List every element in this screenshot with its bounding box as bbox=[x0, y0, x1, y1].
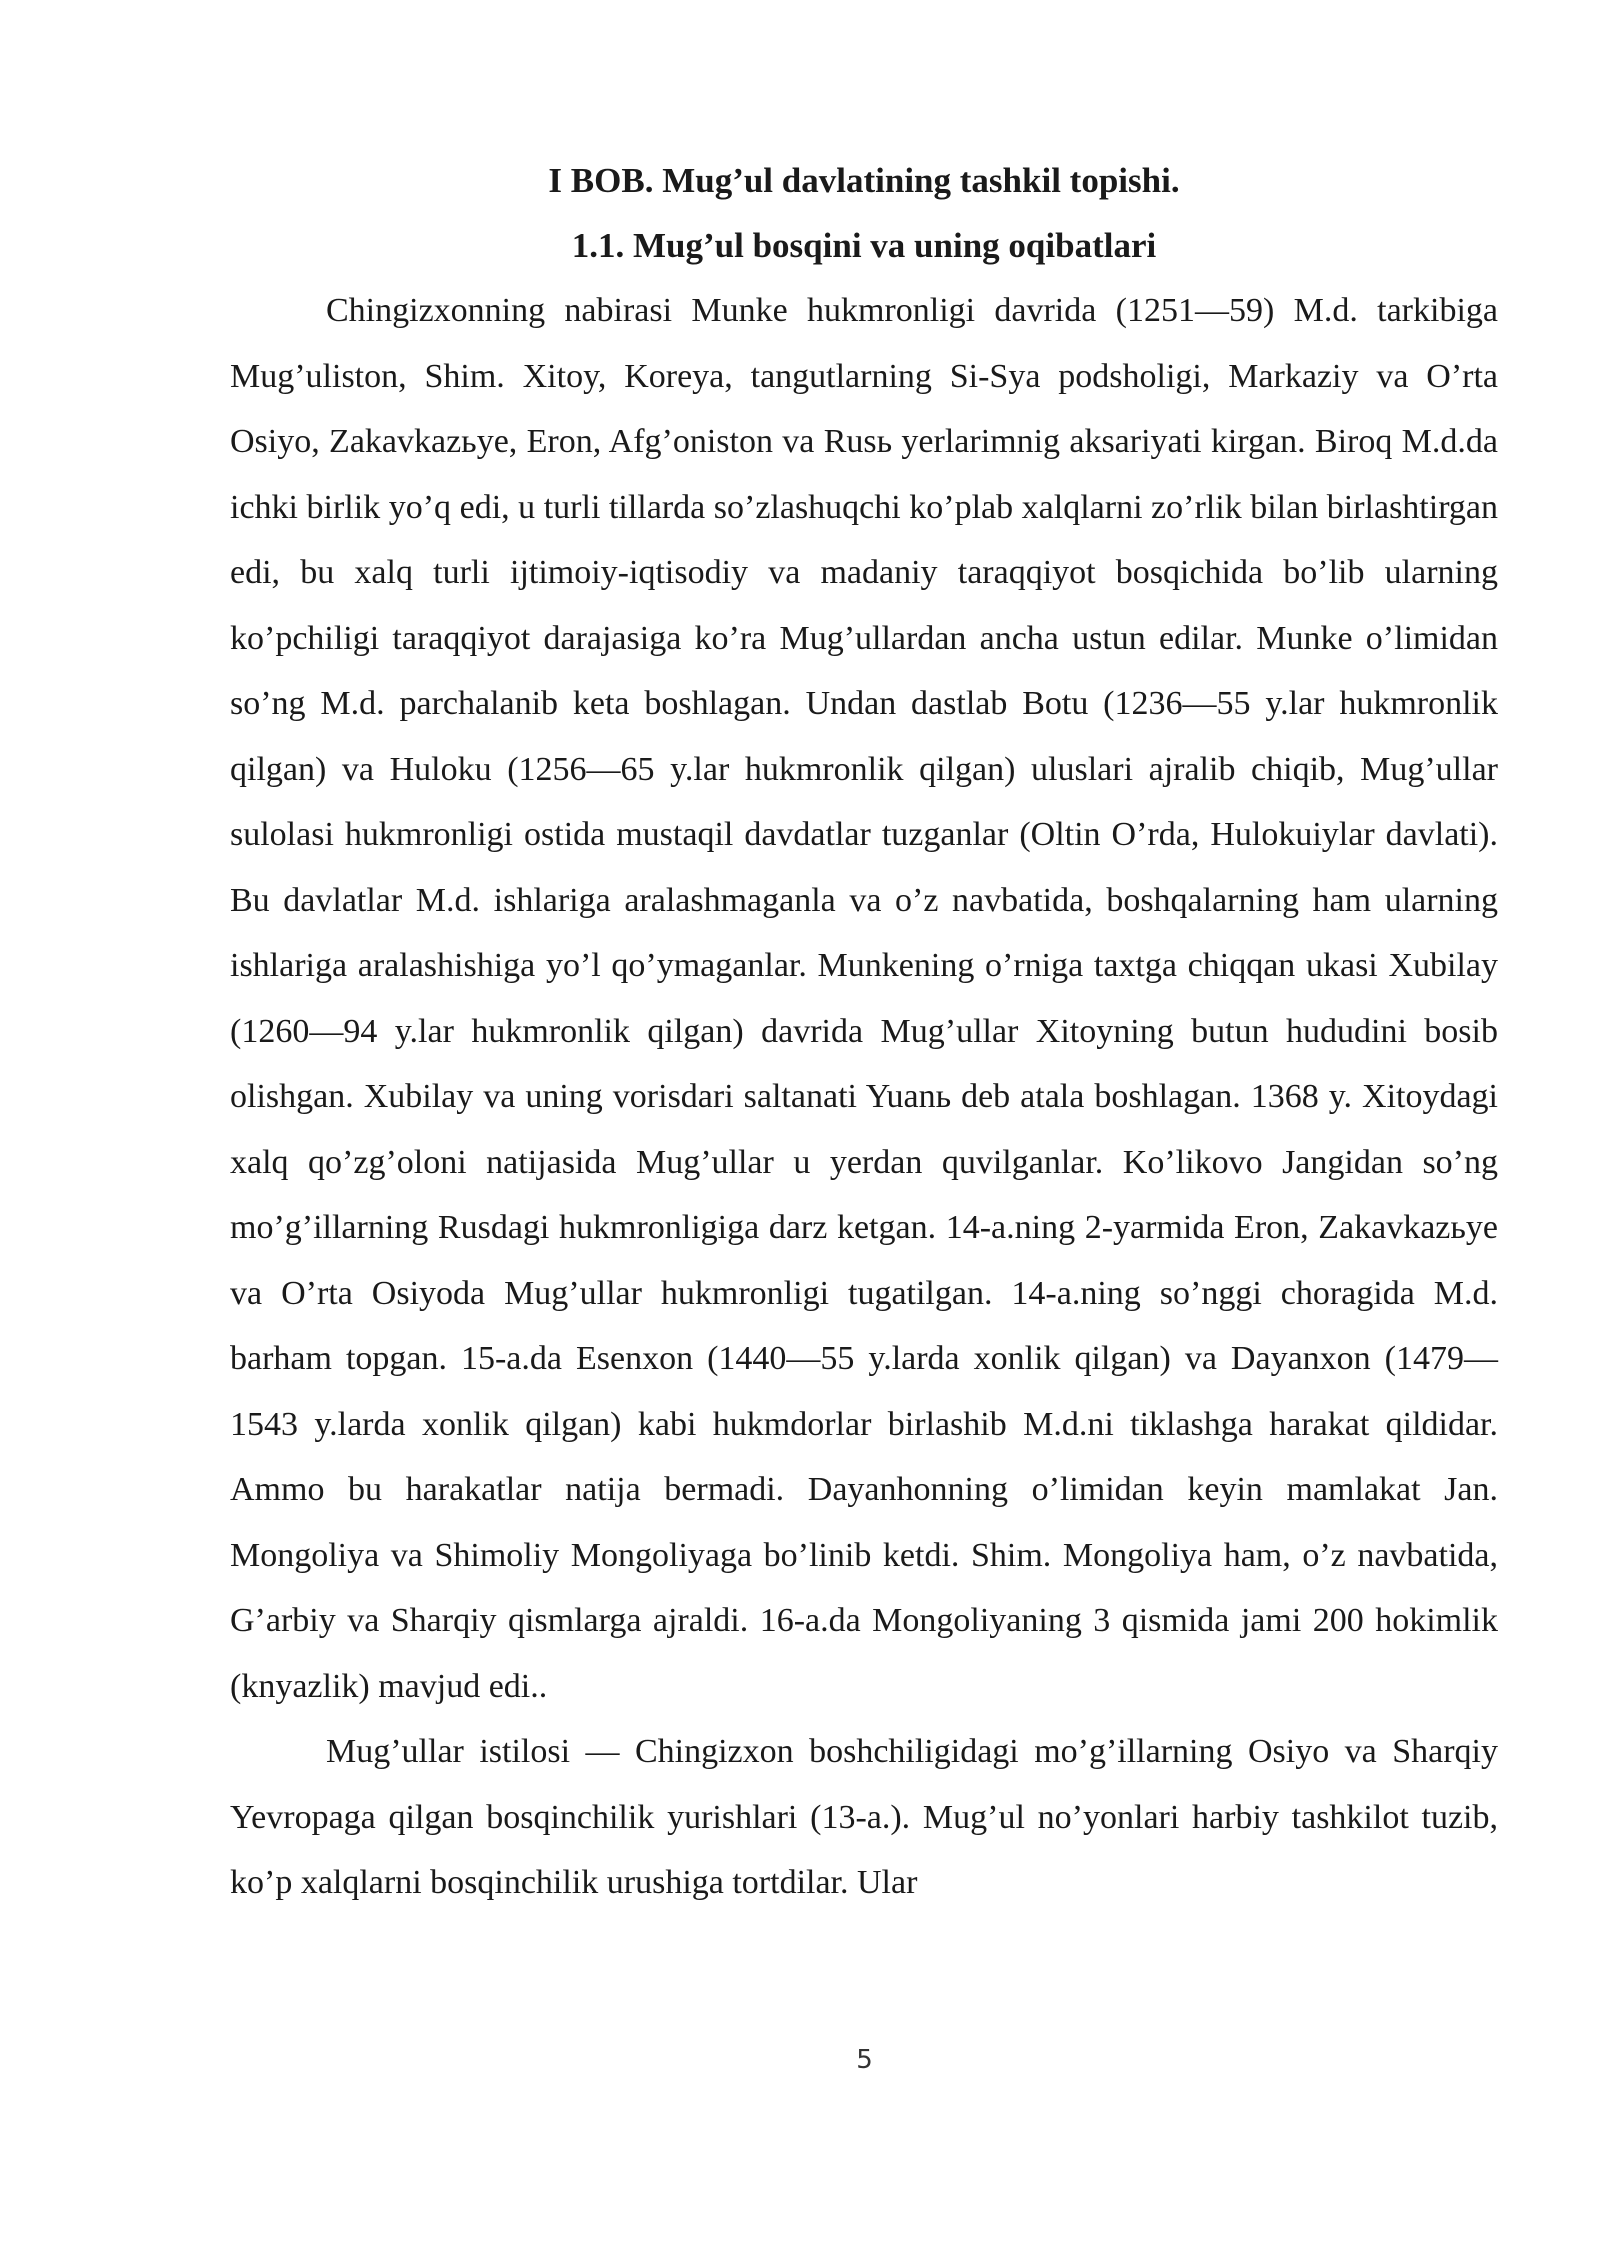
page-number: 5 bbox=[856, 2045, 873, 2075]
body-paragraph-2: Mug’ullar istilosi — Chingizxon boshchiligidagi mo’g’illarning Osiyo va Sharqiy Yevropaga qilgan bosqinchilik yurishlari (13-a.). Mug’ul no’yonlari harbiy tashkilot tuzib, ko’p xalqlarni bosqinchilik urushiga tortdilar. Ular bbox=[230, 1733, 1498, 1901]
chapter-title: I BOB. Mug’ul davlatining tashkil topishi. bbox=[548, 161, 1180, 200]
document-page bbox=[230, 148, 1498, 1916]
section-title: 1.1. Mug’ul bosqini va uning oqibatlari bbox=[571, 226, 1157, 265]
body-paragraph-1: Chingizxonning nabirasi Munke hukmronligi davrida (1251—59) M.d. tarkibiga Mug’uliston, Shim. Xitoy, Koreya, tangutlarning Si-Sya podsholigi, Markaziy va O’rta Osiyo, Zakavkazьye, Eron, Afg’oniston va Rusь yerlarimnig aksariyati kirgan. Biroq M.d.da ichki birlik yo’q edi, u turli tillarda so’zlashuqchi ko’plab xalqlarni zo’rlik bilan birlashtirgan edi, bu xalq turli ijtimoiy-iqtisodiy va madaniy taraqqiyot bosqichida bo’lib ularning ko’pchiligi taraqqiyot darajasiga ko’ra Mug’ullardan ancha ustun edilar. Munke o’limidan so’ng M.d. parchalanib keta boshlagan. Undan dastlab Botu (1236—55 y.lar hukmronlik qilgan) va Huloku (1256—65 y.lar hukmronlik qilgan) uluslari ajralib chiqib, Mug’ullar sulolasi hukmronligi ostida mustaqil davdatlar tuzganlar (Oltin O’rda, Hulokuiylar davlati). Bu davlatlar M.d. ishlariga aralashmaganla va o’z navbatida, boshqalarning ham ularning ishlariga aralashishiga yo’l qo’ymaganlar. Munkening o’rniga taxtga chiqqan ukasi Xubilay (1260—94 y.lar hukmronlik qilgan) davrida Mug’ullar Xitoyning butun hududini bosib olishgan. Xubilay va uning vorisdari saltanati Yuanь deb atala boshlagan. 1368 y. Xitoydagi xalq qo’zg’oloni natijasida Mug’ullar u yerdan quvilganlar. Ko’likovo Jangidan so’ng mo’g’illarning Rusdagi hukmronligiga darz ketgan. 14-a.ning 2-yarmida Eron, Zakavkazьye va O’rta Osiyoda Mug’ullar hukmronligi tugatilgan. 14-a.ning so’nggi choragida M.d. barham topgan. 15-a.da Esenxon (1440—55 y.larda xonlik qilgan) va Dayanxon (1479—1543 y.larda xonlik qilgan) kabi hukmdorlar birlashib M.d.ni tiklashga harakat qildidar. Ammo bu harakatlar natija bermadi. Dayanhonning o’limidan keyin mamlakat Jan. Mongoliya va Shimoliy Mongoliyaga bo’linib ketdi. Shim. Mongoliya ham, o’z navbatida, G’arbiy va Sharqiy qismlarga ajraldi. 16-a.da Mongoliyaning 3 qismida jami 200 hokimlik (knyazlik) mavjud edi.. bbox=[230, 292, 1498, 1705]
